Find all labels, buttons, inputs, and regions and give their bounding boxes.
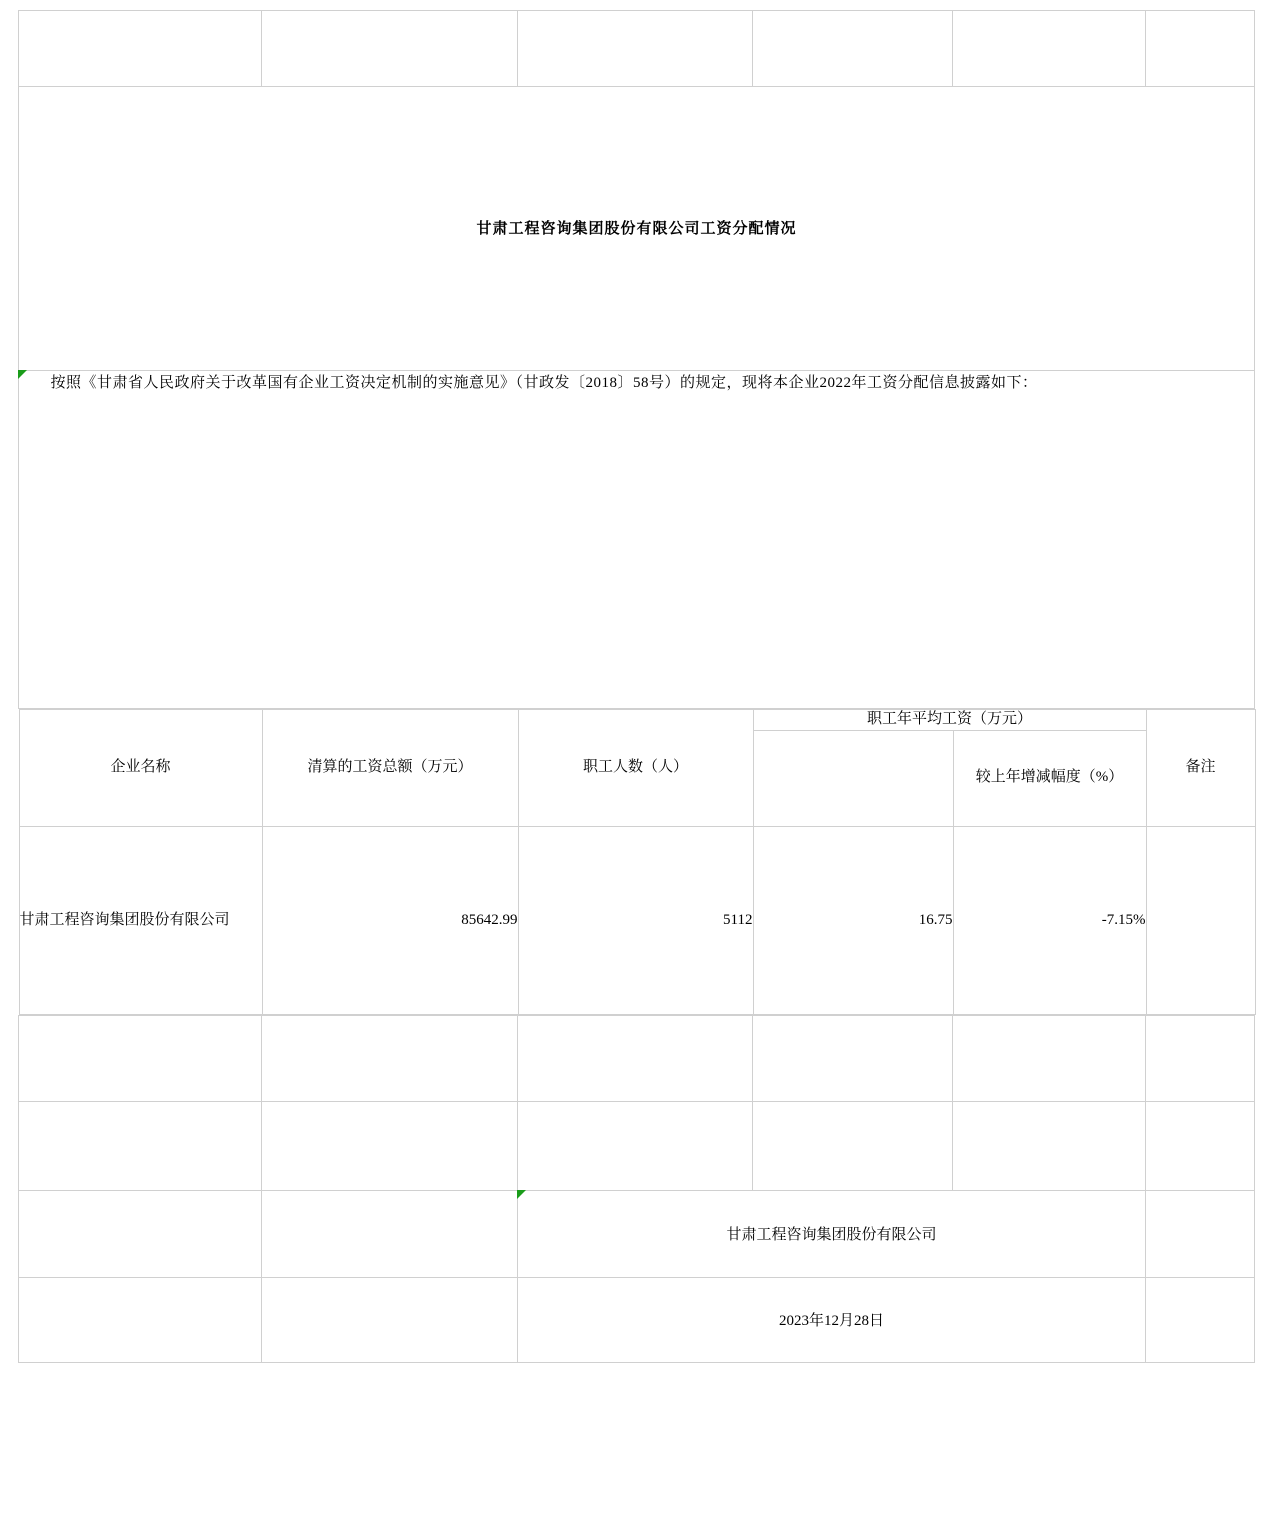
header-avg-wage-value xyxy=(753,730,953,826)
cell-avg-wage: 16.75 xyxy=(753,826,953,1014)
cell-blank xyxy=(19,1277,262,1362)
cell-blank xyxy=(19,11,262,87)
data-table-row xyxy=(19,709,1255,1016)
page-title: 甘肃工程咨询集团股份有限公司工资分配情况 xyxy=(19,87,1255,371)
intro-paragraph-cell xyxy=(19,371,1255,709)
cell-blank xyxy=(262,1190,518,1277)
comment-marker-icon xyxy=(517,1190,526,1199)
title-row xyxy=(19,87,1255,371)
signature-company xyxy=(518,1190,1146,1277)
signature-company-text: 甘肃工程咨询集团股份有限公司 xyxy=(726,1227,937,1243)
cell-blank xyxy=(753,1015,953,1101)
cell-blank xyxy=(262,1015,518,1101)
spacer-row-2 xyxy=(19,1101,1255,1190)
cell-blank xyxy=(262,11,518,87)
date-row xyxy=(19,1277,1255,1362)
cell-blank xyxy=(953,11,1146,87)
cell-blank xyxy=(518,1101,753,1190)
wage-table xyxy=(19,709,1256,1015)
header-total-wage: 清算的工资总额（万元） xyxy=(262,710,518,827)
cell-blank xyxy=(262,1101,518,1190)
cell-blank xyxy=(1146,1101,1255,1190)
cell-blank xyxy=(518,1015,753,1101)
header-yoy-change: 较上年增减幅度（%） xyxy=(953,730,1146,826)
cell-blank xyxy=(19,1101,262,1190)
cell-blank xyxy=(953,1101,1146,1190)
cell-yoy-change: -7.15% xyxy=(953,826,1146,1014)
cell-remark xyxy=(1146,826,1255,1014)
cell-blank xyxy=(1146,1190,1255,1277)
cell-blank xyxy=(1146,1015,1255,1101)
paragraph-row xyxy=(19,371,1255,709)
header-remark: 备注 xyxy=(1146,710,1255,827)
cell-blank xyxy=(19,1190,262,1277)
comment-marker-icon xyxy=(18,370,27,379)
cell-blank xyxy=(753,11,953,87)
cell-total-wage: 85642.99 xyxy=(262,826,518,1014)
worksheet-sheet xyxy=(18,10,1254,1520)
header-employees: 职工人数（人） xyxy=(518,710,753,827)
signature-row xyxy=(19,1190,1255,1277)
cell-blank xyxy=(953,1015,1146,1101)
header-company: 企业名称 xyxy=(19,710,262,827)
cell-blank xyxy=(1146,1277,1255,1362)
data-table-container xyxy=(19,709,1255,1016)
cell-company-name: 甘肃工程咨询集团股份有限公司 xyxy=(19,826,262,1014)
cell-employees: 5112 xyxy=(518,826,753,1014)
cell-blank xyxy=(753,1101,953,1190)
cell-blank xyxy=(19,1015,262,1101)
spacer-row-top xyxy=(19,11,1255,87)
table-header-row-1 xyxy=(19,710,1255,731)
page-grid xyxy=(18,10,1255,1363)
header-avg-wage-group: 职工年平均工资（万元） xyxy=(753,710,1146,731)
cell-blank xyxy=(518,11,753,87)
cell-blank xyxy=(262,1277,518,1362)
signature-date: 2023年12月28日 xyxy=(518,1277,1146,1362)
table-row xyxy=(19,826,1255,1014)
spacer-row-1 xyxy=(19,1015,1255,1101)
intro-paragraph-text: 按照《甘肃省人民政府关于改革国有企业工资决定机制的实施意见》（甘政发〔2018〕58号）的规定，现将本企业2022年工资分配信息披露如下： xyxy=(50,375,1038,391)
cell-blank xyxy=(1146,11,1255,87)
